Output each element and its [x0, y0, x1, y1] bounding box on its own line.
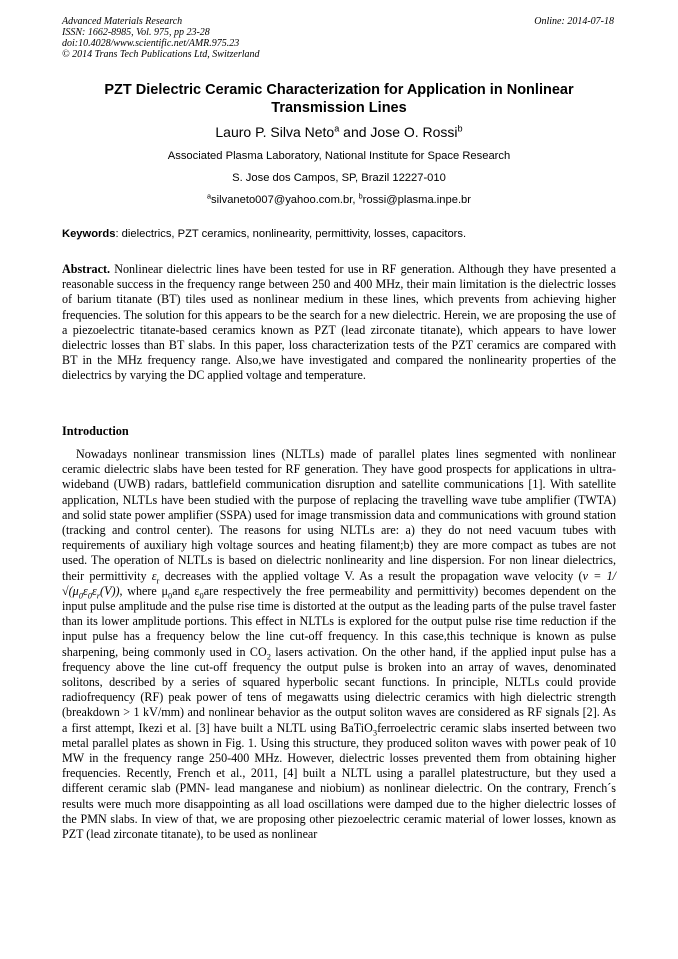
author-affiliation-mark: b [457, 123, 463, 134]
email-mark: a [206, 191, 212, 201]
affiliation-line: Associated Plasma Laboratory, National Institute for Space Research [167, 150, 511, 162]
email-line [62, 191, 616, 206]
email-separator: , [352, 194, 359, 206]
email-link[interactable]: rossi@plasma.inpe.br [362, 194, 471, 206]
abstract-text: Nonlinear dielectric lines have been tested for use in RF generation. Although they have presented a reasonable success in the frequency range between 250 and 400 MHz, their main limitation is the dielectric losses of barium titanate (BT) tiles used as nonlinear medium in these lines, which prevents from achieving higher frequencies. The solution for this appears to be the search for a new dielectric. Herein, we are proposing the use of a piezoelectric titanate-based ceramics known as PZT (lead zirconate titanate), which appears to have lower dielectric losses than BT slabs. In this paper, loss characterization tests of the PZT ceramics are compared with BT in the MHz frequency range. Also,we have investigated and compared the nonlinearity properties of the dielectrics by varying the DC applied voltage and temperature. [62, 262, 616, 383]
section-heading: Introduction [62, 424, 129, 438]
introduction-paragraph: Nowadays nonlinear transmission lines (NLTLs) made of parallel plates lines segmented with nonlinear ceramic dielectric slabs have been tested for RF generation. They have good prospects for applications in ultra-wideband (UWB) radars, battlefield communication disruption and satellite communications [1]. With satellite application, NLTLs have been studied with the purpose of replacing the travelling wave tube amplifier (TWTA) and solid state power amplifier (SSPA) used for image transmission data and communications with ground station (tracking and control center). The reasons for using NLTLs are: a) they do not need vacuum tubes with requirements of auxiliary high voltage sources and heating filament;b) they are more compact as tubes are not used. The operation of NLTLs is based on dielectric nonlinearity and line dispersion. For non linear dielectrics, their permittivity $\varepsilon_r$ decreases with the applied voltage V. As a result the propagation wave velocity ($v = 1/√(\mu_0\varepsilon_0\varepsilon_r(V))$, where $\mu_0and$ $\varepsilon_0are$ respectively the free permeability and permittivity) becomes dependent on the input pulse amplitude and the pulse rise time is distorted at the output as the leading parts of the pulse travel faster than its lower amplitude portions. This effect in NLTLs is explored for the output pulse rise time reduction if the input pulse has a frequency below the line cut-off frequency. In this case,this technique is known as pulse sharpening, being commonly used in $CO_2$ lasers activation. On the other hand, if the applied input pulse has a frequency above the line cut-off frequency the output pulse is broken into an array of waves, denominated solitons, described by a series of squared hyperbolic secant functions. In principle, NLTLs could provide radiofrequency (RF) peak power of tens of megawatts using dielectric ceramics with high dielectric strength (breakdown > 1 kV/mm) and nonlinear behavior as the output soliton waves are considered as RF signals [2]. As a first attempt, Ikezi et al. [3] have built a NLTL using BaTiO$_3$ferroelectric ceramic slabs inserted between two metal parallel plates as shown in Fig. 1. Using this structure, they produced soliton waves with power peak of 10 MW in the frequency range 250-400 MHz. However, dielectric losses prevented them from obtaining higher frequencies. Recently, French et al., 2011, [4] built a NLTL using a parallel platestructure, but they used a different ceramic slab (PMN- lead manganese and niobium) as nonlinear dielectric. On the contrary, French´s results were much more disappointing as all load oscillations were damped due to the higher dielectric losses of the PMN slabs. In view of that, we are proposing other piezoelectric ceramic material of lower losses, known as PZT (lead zirconate titanate), to be used as nonlinear [62, 447, 617, 842]
keywords [62, 228, 616, 240]
velocity-formula: $v = 1/√(\mu_0\varepsilon_0\varepsilon_r(V))$ [62, 568, 617, 601]
keywords-text: : dielectrics, PZT ceramics, nonlinearity, permittivity, losses, capacitors. [115, 228, 467, 240]
author-affiliation-mark: a [334, 123, 340, 134]
author-separator: and [339, 124, 371, 140]
email-link[interactable]: silvaneto007@yahoo.com.br [211, 194, 353, 206]
email-mark: b [358, 191, 363, 201]
address-line: S. Jose dos Campos, SP, Brazil 12227-010 [232, 172, 446, 184]
abstract-label: Abstract. [62, 262, 111, 276]
author-list [62, 124, 616, 140]
abstract [62, 262, 616, 384]
issn-line: ISSN: 1662-8985, Vol. 975, pp 23-28 [62, 27, 210, 38]
keywords-label: Keywords [62, 228, 116, 240]
journal-name: Advanced Materials Research [62, 16, 183, 27]
author-name: Jose O. Rossi [370, 124, 458, 140]
online-date: Online: 2014-07-18 [534, 16, 614, 27]
paper-title: PZT Dielectric Ceramic Characterization for Application in Nonlinear Transmission Lines [104, 82, 574, 116]
author-name: Lauro P. Silva Neto [215, 124, 335, 140]
copyright-line: © 2014 Trans Tech Publications Ltd, Switzerland [62, 49, 260, 60]
doi-line: doi:10.4028/www.scientific.net/AMR.975.23 [62, 38, 240, 49]
